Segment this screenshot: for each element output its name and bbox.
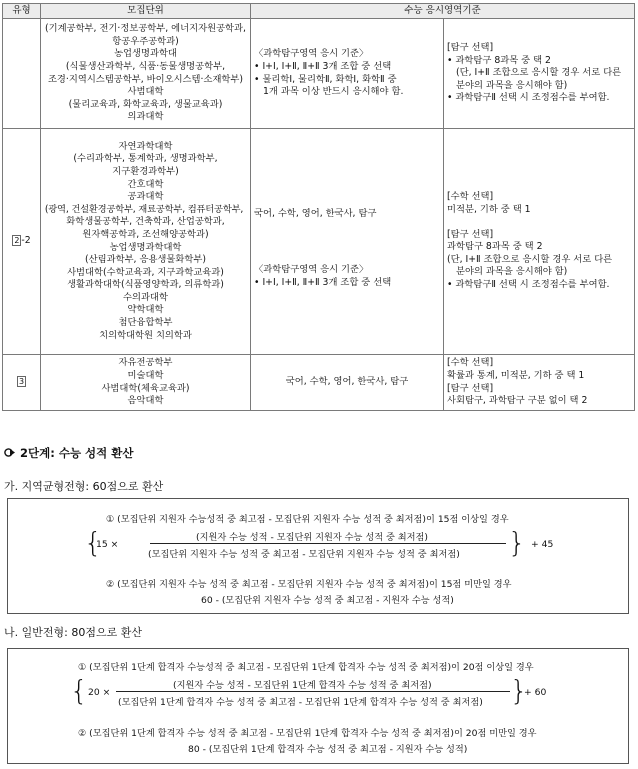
- subsection-na-title: 나. 일반전형: 80점으로 환산: [4, 626, 142, 639]
- left-brace: {: [70, 674, 88, 707]
- unit-line: 공과대학: [127, 191, 164, 203]
- criteria-table: [2, 3, 635, 411]
- selection-line: 분야의 과목을 응시해야 함): [456, 79, 568, 91]
- unit-line: 자연과학대학: [118, 140, 173, 152]
- formula-2: 60 - (모집단위 지원자 수능 성적 중 최고점 - 지원자 수능 성적): [201, 595, 454, 606]
- unit-line: 수의과대학: [123, 291, 168, 303]
- fraction-denominator: (모집단위 지원자 수능 성적 중 최고점 - 모집단위 지원자 수능 성적 중 최저점): [148, 549, 460, 560]
- selection-line: (단, Ⅰ+Ⅱ 조합으로 응시할 경우 서로 다른: [447, 253, 613, 265]
- condition-1: ① (모집단위 1단계 합격자 수능성적 중 최고점 - 모집단위 1단계 합격자 수능 성적 중 최저점)이 20점 이상일 경우: [78, 662, 534, 673]
- criteria-line: • Ⅰ+Ⅰ, Ⅰ+Ⅱ, Ⅱ+Ⅱ 3개 조합 중 선택: [254, 276, 392, 288]
- selection-line: 미적분, 기하 중 택 1: [447, 204, 531, 216]
- unit-line: 사범대학(수학교육과, 지구과학교육과): [67, 266, 224, 278]
- unit-line: 농업생명과학대: [114, 48, 177, 60]
- table-row: [3, 129, 635, 355]
- constant-addend: + 60: [524, 687, 547, 698]
- unit-line: 조경·지역시스템공학부, 바이오시스템·소재학부): [47, 73, 244, 85]
- row3-criteria: 국어, 수학, 영어, 한국사, 탐구: [251, 355, 444, 411]
- row2-type: [3, 129, 41, 355]
- table-row: [3, 19, 635, 129]
- fraction-denominator: (모집단위 1단계 합격자 수능 성적 중 최고점 - 모집단위 1단계 합격자 수능 성적 중 최저점): [118, 697, 483, 708]
- unit-line: 첨단융합학부: [118, 317, 173, 329]
- header-criteria: 수능 응시영역기준: [251, 4, 635, 19]
- selection-line: 과학탐구 8과목 중 택 2: [447, 241, 543, 253]
- unit-line: 자유전공학부: [118, 357, 173, 369]
- unit-line: 음악대학: [127, 395, 164, 407]
- unit-line: 사범대학: [127, 86, 164, 98]
- section-title: 2단계: 수능 성적 환산: [20, 446, 134, 460]
- unit-line: 간호대학: [127, 178, 164, 190]
- unit-line: 농업생명과학대학: [109, 241, 182, 253]
- criteria-line: 〈과학탐구영역 응시 기준〉: [254, 48, 369, 60]
- arrow-icon: [4, 447, 16, 458]
- unit-line: (기계공학부, 전기·정보공학부, 에너지자원공학과,: [45, 23, 246, 35]
- row2-units: [41, 129, 251, 355]
- formula-box-na: [7, 648, 629, 764]
- unit-line: (산림과학부, 응용생물화학부): [85, 254, 206, 266]
- row1-selection: [444, 19, 635, 129]
- fraction-numerator: (지원자 수능 성적 - 모집단위 1단계 합격자 수능 성적 중 최저점): [173, 680, 432, 691]
- unit-line: (광역, 건설환경공학부, 재료공학부, 컴퓨터공학부,: [44, 203, 244, 215]
- multiplier: 15 ×: [96, 539, 119, 550]
- row3-type: [3, 355, 41, 411]
- right-brace: }: [510, 674, 528, 707]
- selection-line: 분야의 과목을 응시해야 함): [456, 266, 568, 278]
- selection-line: (단, Ⅰ+Ⅱ 조합으로 응시할 경우 서로 다른: [456, 67, 622, 79]
- unit-line: 항공우주공학과): [112, 35, 179, 47]
- subsection-ga-title: 가. 지역균형전형: 60점으로 환산: [4, 480, 164, 493]
- selection-line: • 과학탐구Ⅱ 선택 시 조정점수를 부여함.: [447, 92, 610, 104]
- unit-line: (물리교육과, 화학교육과, 생물교육과): [68, 98, 223, 110]
- row2-selection: [444, 129, 635, 355]
- table-row: [3, 355, 635, 411]
- row3-selection: [444, 355, 635, 411]
- selection-line: 사회탐구, 과학탐구 구분 없이 택 2: [447, 395, 588, 407]
- unit-line: 생활과학대학(식품영양학과, 의류학과): [67, 279, 224, 291]
- selection-line: [탐구 선택]: [447, 42, 494, 54]
- fraction-bar: [150, 543, 506, 544]
- type-suffix: -2: [21, 235, 31, 247]
- type-badge: 3: [18, 377, 25, 387]
- row1-type: [3, 19, 41, 129]
- fraction-bar: [116, 691, 510, 692]
- selection-line: 확률과 통계, 미적분, 기하 중 택 1: [447, 369, 585, 381]
- selection-line: [447, 217, 631, 229]
- unit-line: 원자핵공학과, 조선해양공학과): [82, 228, 209, 240]
- header-units: 모집단위: [41, 4, 251, 19]
- left-brace: {: [84, 526, 102, 559]
- selection-line: [수학 선택]: [447, 191, 494, 203]
- criteria-line: • Ⅰ+Ⅰ, Ⅰ+Ⅱ, Ⅱ+Ⅱ 3개 조합 중 선택: [254, 60, 392, 72]
- unit-line: 사범대학(체육교육과): [101, 382, 190, 394]
- unit-line: 의과대학: [127, 111, 164, 123]
- unit-line: 지구환경과학부): [112, 165, 179, 177]
- header-type: 유형: [3, 4, 41, 19]
- unit-line: 미술대학: [127, 369, 164, 381]
- condition-2: ② (모집단위 1단계 합격자 수능 성적 중 최고점 - 모집단위 1단계 합격자 수능 성적 중 최저점)이 20점 미만일 경우: [78, 728, 537, 739]
- fraction-numerator: (지원자 수능 성적 - 모집단위 지원자 수능 성적 중 최저점): [196, 532, 429, 543]
- row2-criteria: [251, 129, 444, 355]
- row3-units: [41, 355, 251, 411]
- constant-addend: + 45: [531, 539, 554, 550]
- row1-units: [41, 19, 251, 129]
- unit-line: 치의학대학원 치의학과: [99, 329, 192, 341]
- right-brace: }: [508, 526, 526, 559]
- criteria-line: 〈과학탐구영역 응시 기준〉: [254, 264, 369, 276]
- unit-line: 화학생물공학부, 건축학과, 산업공학과,: [66, 216, 225, 228]
- selection-line: [수학 선택]: [447, 357, 494, 369]
- selection-line: • 과학탐구Ⅱ 선택 시 조정점수를 부여함.: [447, 278, 610, 290]
- row1-science-criteria: [251, 19, 444, 129]
- unit-line: 약학대학: [127, 304, 164, 316]
- table-header-row: [3, 4, 635, 19]
- selection-line: [탐구 선택]: [447, 382, 494, 394]
- type-badge: 2: [14, 236, 20, 246]
- condition-2: ② (모집단위 지원자 수능 성적 중 최고점 - 모집단위 지원자 수능 성적 중 최저점)이 15점 미만일 경우: [106, 579, 512, 590]
- unit-line: (수리과학부, 통계학과, 생명과학부,: [73, 153, 218, 165]
- unit-line: (식물생산과학부, 식품·동물생명공학부,: [65, 60, 226, 72]
- subjects-line: 국어, 수학, 영어, 한국사, 탐구: [254, 207, 377, 219]
- section-heading: [4, 445, 134, 461]
- criteria-line: 1개 과목 이상 반드시 응시해야 함.: [263, 86, 404, 98]
- criteria-line: • 물리학Ⅰ, 물리학Ⅱ, 화학Ⅰ, 화학Ⅱ 중: [254, 73, 397, 85]
- selection-line: [탐구 선택]: [447, 228, 494, 240]
- formula-2: 80 - (모집단위 1단계 합격자 수능 성적 중 최고점 - 지원자 수능 성적): [188, 744, 468, 755]
- selection-line: • 과학탐구 8과목 중 택 2: [447, 54, 551, 66]
- multiplier: 20 ×: [88, 687, 111, 698]
- condition-1: ① (모집단위 지원자 수능성적 중 최고점 - 모집단위 지원자 수능 성적 중 최저점)이 15점 이상일 경우: [106, 514, 509, 525]
- formula-box-ga: [7, 498, 629, 614]
